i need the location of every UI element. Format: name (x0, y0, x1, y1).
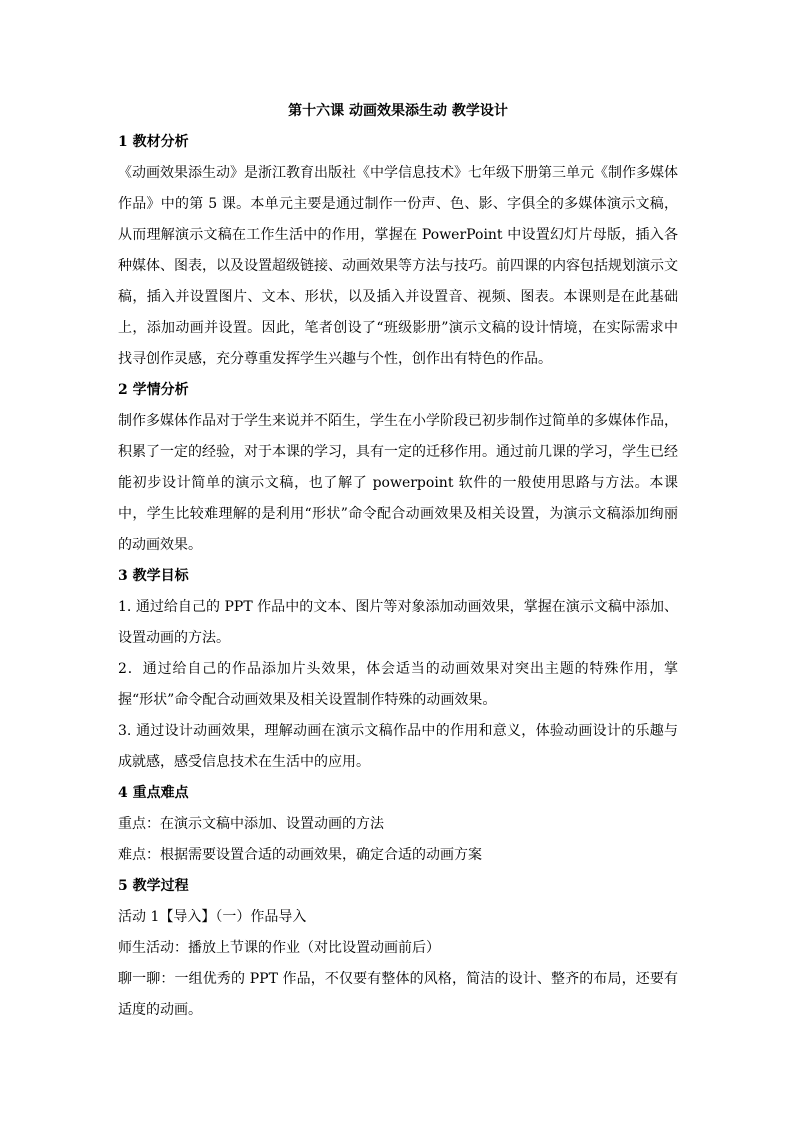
paragraph: 师生活动：播放上节课的作业（对比设置动画前后） (118, 940, 440, 956)
section-heading-goals: 3 教学目标 (118, 568, 189, 584)
section-heading-process: 5 教学过程 (118, 878, 189, 894)
document-page (118, 96, 678, 1026)
section-heading-key-points: 4 重点难点 (118, 785, 189, 801)
paragraph: 重点：在演示文稿中添加、设置动画的方法 (118, 816, 384, 832)
paragraph: 2．通过给自己的作品添加片头效果，体会适当的动画效果对突出主题的特殊作用，掌握“形状”命令配合动画效果及相关设置制作特殊的动画效果。 (118, 661, 678, 708)
paragraph: 难点：根据需要设置合适的动画效果，确定合适的动画方案 (118, 847, 482, 863)
paragraph: 制作多媒体作品对于学生来说并不陌生，学生在小学阶段已初步制作过简单的多媒体作品，积累了一定的经验，对于本课的学习，具有一定的迁移作用。通过前几课的学习，学生已经能初步设计简单的演示文稿，也了解了 powerpoint 软件的一般使用思路与方法。本课中，学生比较难理解的是利用“形状”命令配合动画效果及相关设置，为演示文稿添加绚丽的动画效果。 (118, 413, 678, 553)
paragraph: 《动画效果添生动》是浙江教育出版社《中学信息技术》七年级下册第三单元《制作多媒体作品》中的第 5 课。本单元主要是通过制作一份声、色、影、字俱全的多媒体演示文稿，从而理解演示文稿在工作生活中的作用，掌握在 PowerPoint 中设置幻灯片母版，插入各种媒体、图表，以及设置超级链接、动画效果等方法与技巧。前四课的内容包括规划演示文稿，插入并设置图片、文本、形状，以及插入并设置音、视频、图表。本课则是在此基础上，添加动画并设置。因此，笔者创设了“班级影册”演示文稿的设计情境，在实际需求中找寻创作灵感，充分尊重发挥学生兴趣与个性，创作出有特色的作品。 (118, 165, 678, 367)
section-heading-students: 2 学情分析 (118, 382, 189, 398)
document-title: 第十六课 动画效果添生动 教学设计 (288, 103, 508, 119)
paragraph: 1. 通过给自己的 PPT 作品中的文本、图片等对象添加动画效果，掌握在演示文稿中添加、设置动画的方法。 (118, 599, 678, 646)
paragraph: 3. 通过设计动画效果，理解动画在演示文稿作品中的作用和意义，体验动画设计的乐趣与成就感，感受信息技术在生活中的应用。 (118, 723, 678, 770)
paragraph: 聊一聊：一组优秀的 PPT 作品，不仅要有整体的风格，简洁的设计、整齐的布局，还要有适度的动画。 (118, 971, 678, 1018)
paragraph: 活动 1【导入】（一）作品导入 (118, 909, 307, 925)
section-heading-analysis: 1 教材分析 (118, 134, 189, 150)
